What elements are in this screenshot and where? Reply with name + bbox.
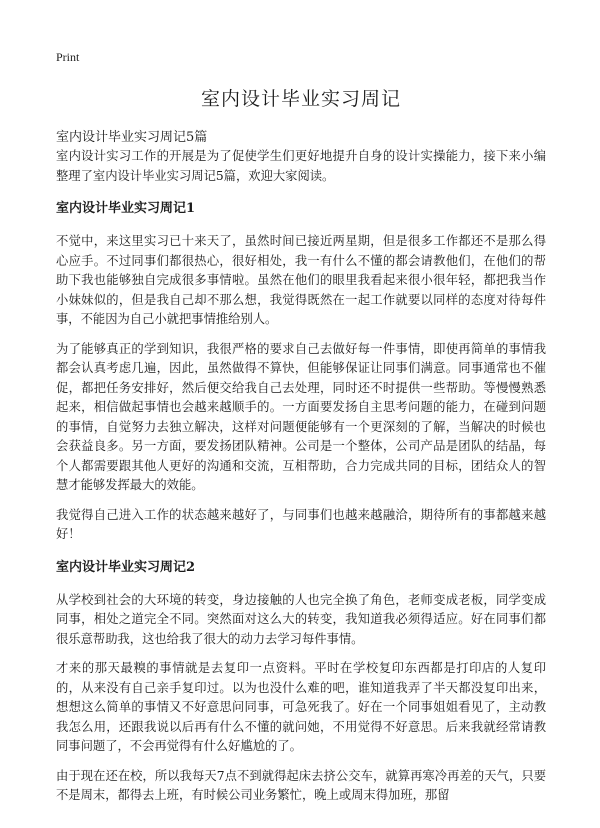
intro-paragraph: 室内设计实习工作的开展是为了促使学生们更好地提升自身的设计实操能力，接下来小编整理了室内设计毕业实习周记5篇，欢迎大家阅读。 [56, 149, 546, 183]
section-2-paragraph-1: 从学校到社会的大环境的转变，身边接触的人也完全换了角色，老师变成老板，同学变成同事，相处之道完全不同。突然面对这么大的转变，我知道我必须得适应。好在同事们都很乐意帮助我，这也给我了很大的动力去学习每件事情。 [56, 592, 546, 646]
section-1-paragraph-1: 不觉中，来这里实习已十来天了，虽然时间已接近两星期，但是很多工作都还不是那么得心应手。不过同事们都很热心，很好相处，我一有什么不懂的都会请教他们，在他们的帮助下我也能够独自完成很多事情啦。虽然在他们的眼里我看起来很小很年轻，都把我当作小妹妹似的，但是我自己却不那么想，我觉得既然在一起工作就要以同样的态度对待每件事，不能因为自己小就把事情推给别人。 [56, 234, 546, 326]
section-2-paragraph-3: 由于现在还在校，所以我每天7点不到就得起床去挤公交车，就算再寒冷再差的天气，只要不是周末，都得去上班，有时候公司业务繁忙，晚上或周末得加班，那留 [56, 768, 546, 802]
print-link[interactable]: Print [56, 50, 80, 64]
document-subtitle: 室内设计毕业实习周记5篇 [56, 130, 208, 145]
document-title: 室内设计毕业实习周记 [200, 88, 401, 110]
section-1-paragraph-3: 我觉得自己进入工作的状态越来越好了，与同事们也越来越融洽，期待所有的事都越来越好！ [56, 507, 546, 541]
section-1-paragraph-2: 为了能够真正的学到知识，我很严格的要求自己去做好每一件事情，即使再简单的事情我都会认真考虑几遍，因此，虽然做得不算快，但能够保证让同事们满意。同事通常也不催促，都把任务安排好，然后便交给我自己去处理，同时还不时提供一些帮助。等慢慢熟悉起来，相信做起事情也会越来越顺手的。一方面要发扬自主思考问题的能力，在碰到问题的事情，自觉努力去独立解决，这样对问题便能够有一个更深刻的了解，当解决的时候也会获益良多。另一方面，要发扬团队精神。公司是一个整体，公司产品是团队的结晶，每个人都需要跟其他人更好的沟通和交流，互相帮助，合力完成共同的目标，团结众人的智慧才能够发挥最大的效能。 [56, 341, 546, 492]
section-2-paragraph-2: 才来的那天最糗的事情就是去复印一点资料。平时在学校复印东西都是打印店的人复印的，从来没有自己亲手复印过。以为也没什么难的吧，谁知道我弄了半天都没复印出来，想想这么简单的事情又不好意思问同事，可急死我了。好在一个同事姐姐看见了，主动教我怎么用，还跟我说以后再有什么不懂的就问她，不用觉得不好意思。后来我就经常请教同事问题了，不会再觉得有什么好尴尬的了。 [56, 661, 546, 753]
section-heading-1: 室内设计毕业实习周记1 [56, 201, 196, 216]
section-heading-2: 室内设计毕业实习周记2 [56, 559, 196, 575]
